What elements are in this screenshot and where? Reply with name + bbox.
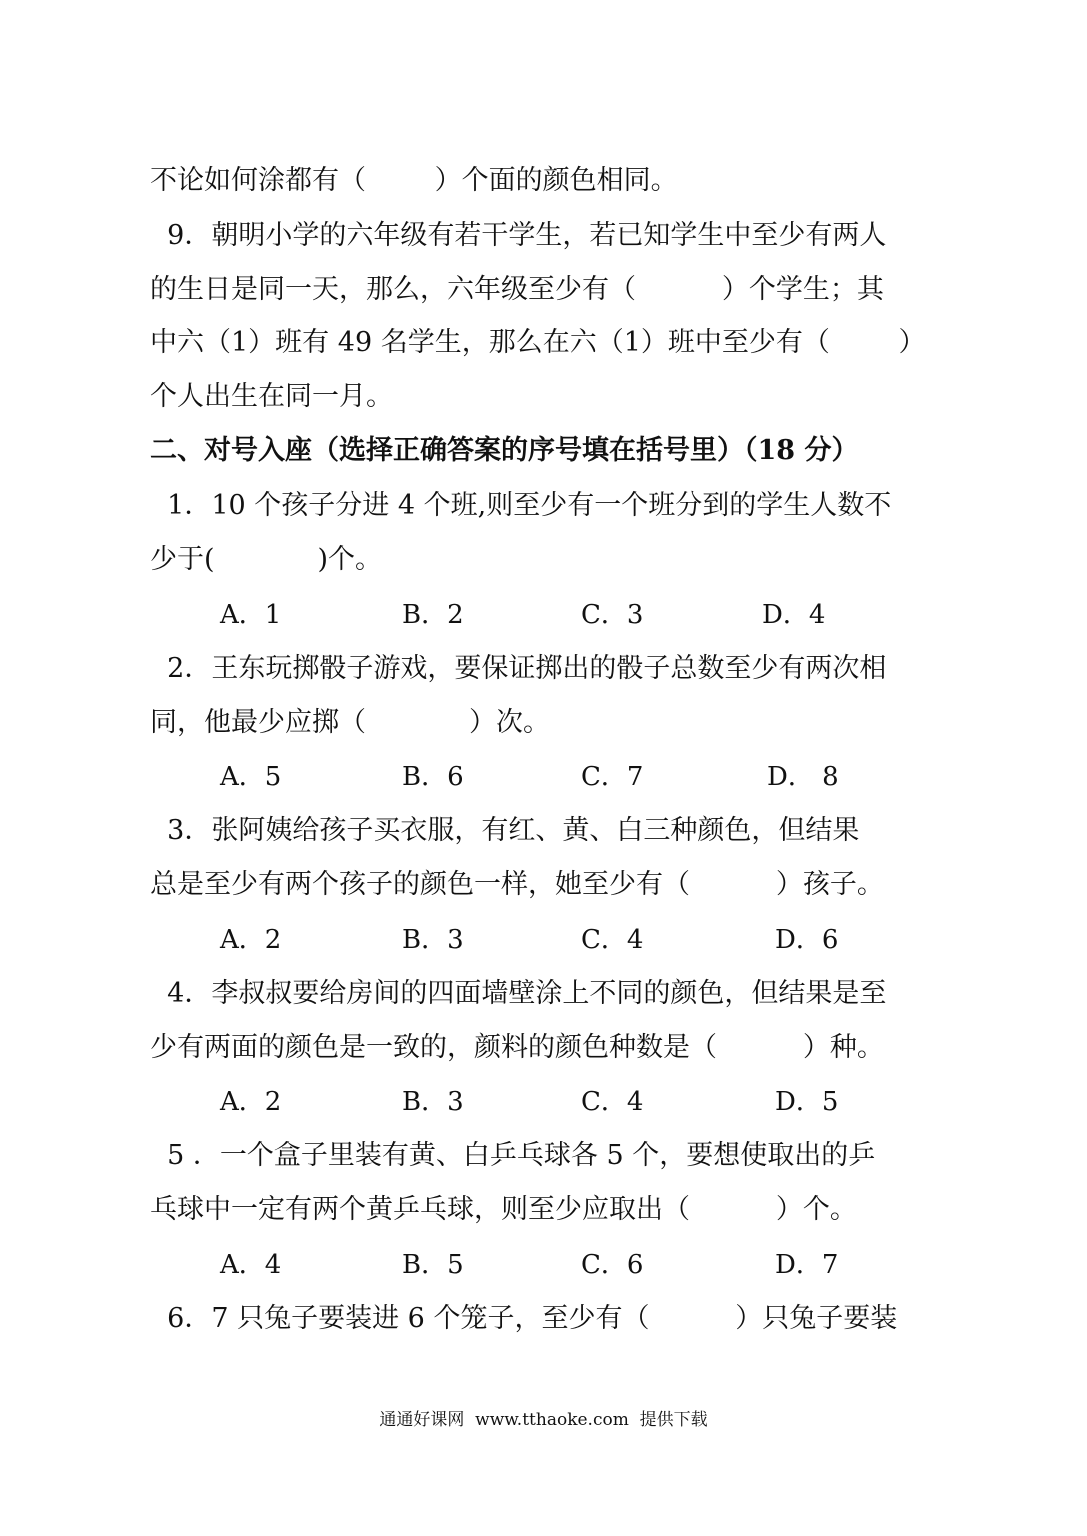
- q1-option-b: B．2: [402, 600, 464, 630]
- q2-option-a: A．5: [220, 762, 282, 792]
- question-9-line-2: 的生日是同一天，那么，六年级至少有（ ）个学生；其: [150, 274, 884, 305]
- q1-option-c: C．3: [581, 600, 644, 630]
- choice-question-1-line-2: 少于( )个。: [150, 544, 383, 575]
- choice-question-5-line-2: 乓球中一定有两个黄乒乓球，则至少应取出（ ）个。: [150, 1194, 857, 1225]
- q3-option-d: D．6: [775, 925, 839, 955]
- text-line-continuation: 不论如何涂都有（ ）个面的颜色相同。: [150, 165, 678, 196]
- q1-option-a: A．1: [220, 600, 282, 630]
- q2-option-b: B．6: [402, 762, 464, 792]
- question-9-line-3: 中六（1）班有 49 名学生，那么在六（1）班中至少有（ ）: [150, 327, 926, 358]
- q4-option-c: C．4: [581, 1087, 644, 1117]
- page-footer: 通通好课网 www.tthaoke.com 提供下载: [379, 1410, 708, 1430]
- question-9-line-4: 个人出生在同一月。: [150, 381, 393, 412]
- q3-option-a: A．2: [220, 925, 282, 955]
- section-heading: 二、对号入座（选择正确答案的序号填在括号里）（18 分）: [150, 435, 859, 466]
- q3-option-b: B．3: [402, 925, 464, 955]
- q5-option-b: B．5: [402, 1250, 464, 1280]
- q4-option-b: B．3: [402, 1087, 464, 1117]
- q1-option-d: D．4: [762, 600, 826, 630]
- choice-question-6-line-1: 6．7 只兔子要装进 6 个笼子，至少有（ ）只兔子要装: [150, 1303, 898, 1334]
- choice-question-2-line-2: 同，他最少应掷（ ）次。: [150, 707, 550, 738]
- q5-option-a: A．4: [220, 1250, 282, 1280]
- q2-option-c: C．7: [581, 762, 644, 792]
- q4-option-d: D．5: [775, 1087, 839, 1117]
- choice-question-2-line-1: 2．王东玩掷骰子游戏，要保证掷出的骰子总数至少有两次相: [150, 653, 887, 684]
- q3-option-c: C．4: [581, 925, 644, 955]
- q5-option-c: C．6: [581, 1250, 644, 1280]
- choice-question-4-line-2: 少有两面的颜色是一致的，颜料的颜色种数是（ ）种。: [150, 1032, 884, 1063]
- choice-question-4-line-1: 4．李叔叔要给房间的四面墙壁涂上不同的颜色，但结果是至: [150, 978, 887, 1009]
- choice-question-5-line-1: 5 ．一个盒子里装有黄、白乒乓球各 5 个，要想使取出的乒: [150, 1140, 876, 1171]
- question-9-line-1: 9．朝明小学的六年级有若干学生，若已知学生中至少有两人: [150, 220, 887, 251]
- choice-question-3-line-1: 3．张阿姨给孩子买衣服，有红、黄、白三种颜色，但结果: [150, 815, 860, 846]
- q2-option-d: D． 8: [767, 762, 839, 792]
- q5-option-d: D．7: [775, 1250, 839, 1280]
- choice-question-3-line-2: 总是至少有两个孩子的颜色一样，她至少有（ ）孩子。: [150, 869, 884, 900]
- q4-option-a: A．2: [220, 1087, 282, 1117]
- choice-question-1-line-1: 1．10 个孩子分进 4 个班,则至少有一个班分到的学生人数不: [150, 490, 892, 521]
